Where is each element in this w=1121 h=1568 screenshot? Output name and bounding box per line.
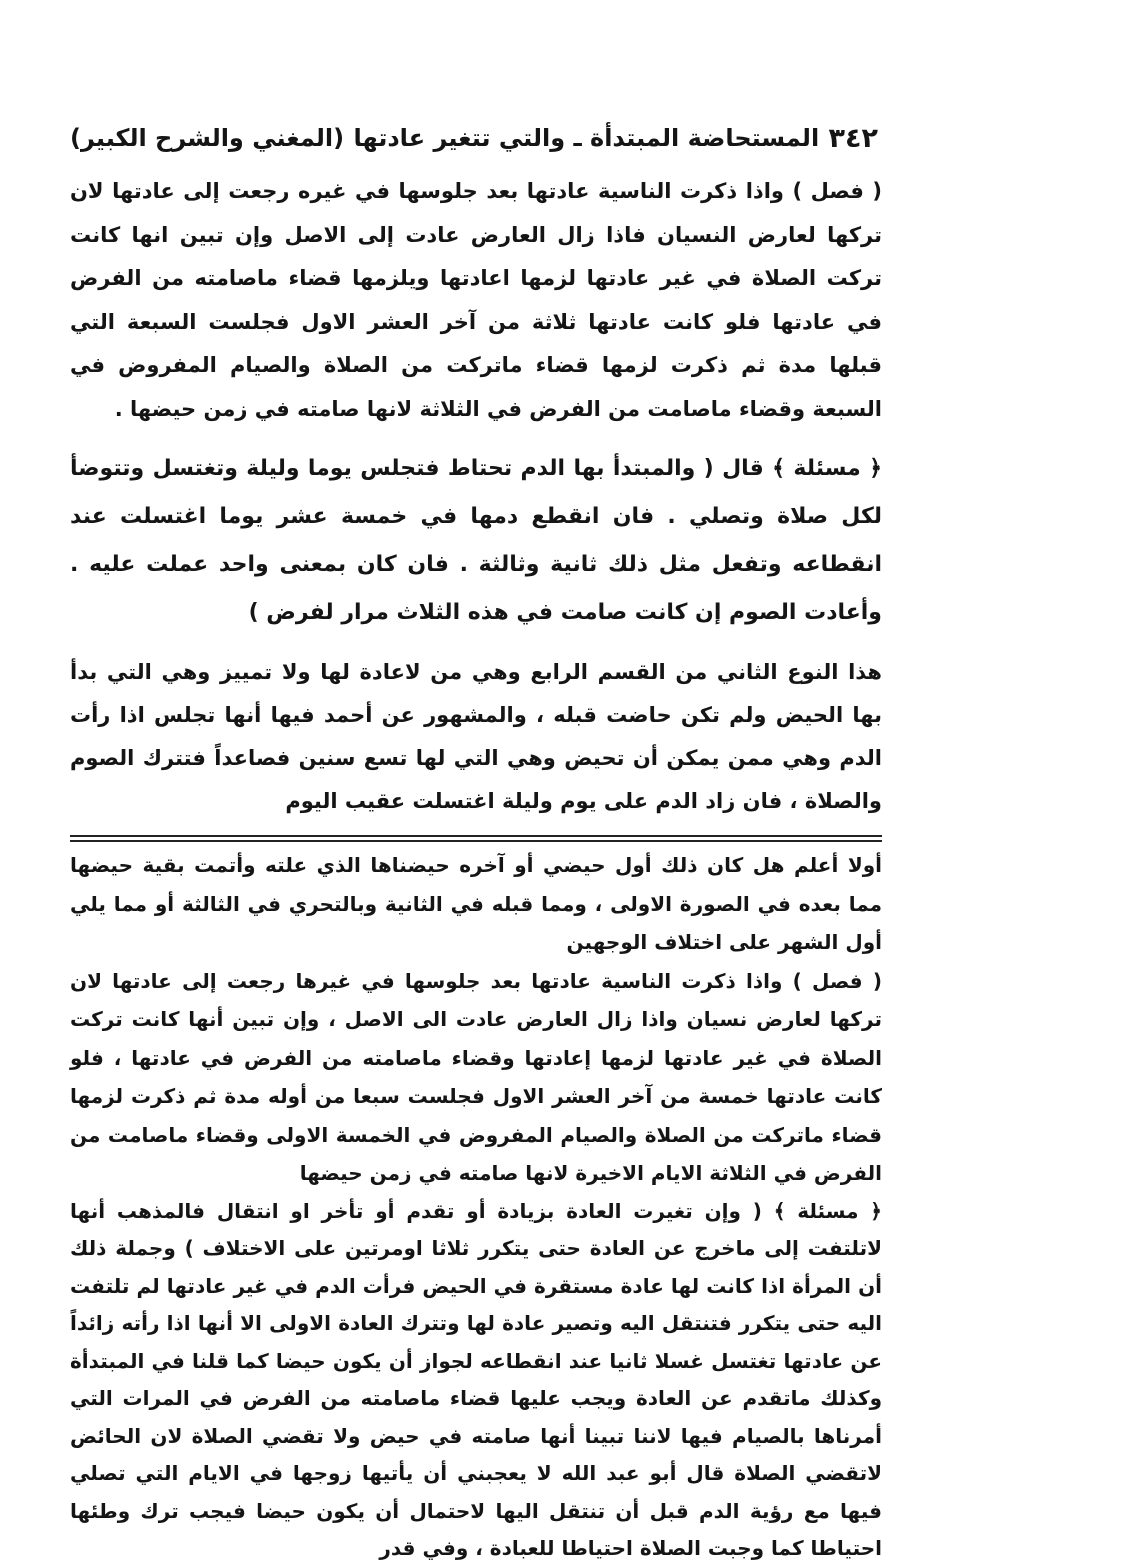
- main-paragraph: ( فصل ) واذا ذكرت الناسية عادتها بعد جلوسها في غيره رجعت إلى عادتها لان تركها لعارض النسيان فاذا زال العارض عادت إلى الاصل وإن تبين انها كانت تركت الصلاة في غير عادتها لزمها اعادتها ويلزمها قضاء ماصامته من الفرض في عادتها فلو كانت عادتها ثلاثة من آخر العشر الاول فجلست السبعة التي قبلها مدة ثم ذكرت لزمها قضاء ماتركت من الصلاة والصيام المفروض في السبعة وقضاء ماصامت من الفرض في الثلاثة لانها صامته في زمن حيضها .: [70, 179, 882, 421]
- section-divider: [70, 835, 882, 842]
- book-page: [70, 112, 882, 1568]
- book-title: (المغني والشرح الكبير): [70, 124, 345, 152]
- main-paragraph: هذا النوع الثاني من القسم الرابع وهي من لاعادة لها ولا تمييز وهي التي بدأ بها الحيض ولم تكن حاضت قبله ، والمشهور عن أحمد فيها أنها تجلس اذا رأت الدم وهي ممن يمكن أن تحيض وهي التي لها تسع سنين فصاعداً فتترك الصوم والصلاة ، فان زاد الدم على يوم وليلة اغتسلت عقيب اليوم: [70, 660, 882, 813]
- main-text: [70, 170, 882, 823]
- commentary-text: [70, 846, 882, 1568]
- page-number: ٣٤٢: [828, 122, 878, 154]
- commentary-paragraph: ( فصل ) واذا ذكرت الناسية عادتها بعد جلوسها في غيرها رجعت إلى عادتها لان تركها لعارض نسيان واذا زال العارض عادت الى الاصل ، وإن تبين أنها كانت تركت الصلاة في غير عادتها لزمها إعادتها وقضاء ماصامته من الفرض في عادتها ، فلو كانت عادتها خمسة من آخر العشر الاول فجلست سبعا من أوله مدة ثم ذكرت لزمها قضاء ماتركت من الصلاة والصيام المفروض في الخمسة الاولى وقضاء ماصامت من الفرض في الثلاثة الايام الاخيرة لانها صامته في زمن حيضها: [70, 968, 882, 1185]
- section-title: المستحاضة المبتدأة ـ والتي تتغير عادتها: [353, 124, 820, 152]
- commentary-paragraph: أولا أعلم هل كان ذلك أول حيضي أو آخره حيضناها الذي علته وأتمت بقية حيضها مما بعده في الصورة الاولى ، ومما قبله في الثانية وبالتحري في الثالثة أو مما يلي أول الشهر على اختلاف الوجهين: [70, 853, 882, 954]
- commentary-paragraph: ﴿ مسئلة ﴾ ( وإن تغيرت العادة بزيادة أو تقدم أو تأخر او انتقال فالمذهب أنها لاتلتفت إلى ماخرج عن العادة حتى يتكرر ثلاثا اومرتين على الاختلاف ) وجملة ذلك أن المرأة اذا كانت لها عادة مستقرة في الحيض فرأت الدم في غير عادتها لم تلتفت اليه حتى يتكرر فتنتقل اليه وتصير عادة لها وتترك العادة الاولى الا أنها اذا رأته زائداً عن عادتها تغتسل غسلا ثانيا عند انقطاعه لجواز أن يكون حيضا كما قلنا في المبتدأة وكذلك ماتقدم عن العادة ويجب عليها قضاء ماصامته من الفرض في المرات التي أمرناها بالصيام فيها لاننا تبينا أنها صامته في حيض ولا تقضي الصلاة لان الحائض لاتقضي الصلاة قال أبو عبد الله لا يعجبني أن يأتيها زوجها في الايام التي تصلي فيها مع رؤية الدم قبل أن تنتقل اليها لاحتمال أن يكون حيضا فيجب ترك وطئها احتياطا كما وجبت الصلاة احتياطا للعبادة ، وفي قدر: [70, 1198, 882, 1560]
- running-header: [70, 112, 882, 164]
- main-paragraph: ﴿ مسئلة ﴾ قال ( والمبتدأ بها الدم تحتاط فتجلس يوما وليلة وتغتسل وتتوضأ لكل صلاة وتصلي . فان انقطع دمها في خمسة عشر يوما اغتسلت عند انقطاعه وتفعل مثل ذلك ثانية وثالثة . فان كان بمعنى واحد عملت عليه . وأعادت الصوم إن كانت صامت في هذه الثلاث مرار لفرض ): [70, 456, 882, 625]
